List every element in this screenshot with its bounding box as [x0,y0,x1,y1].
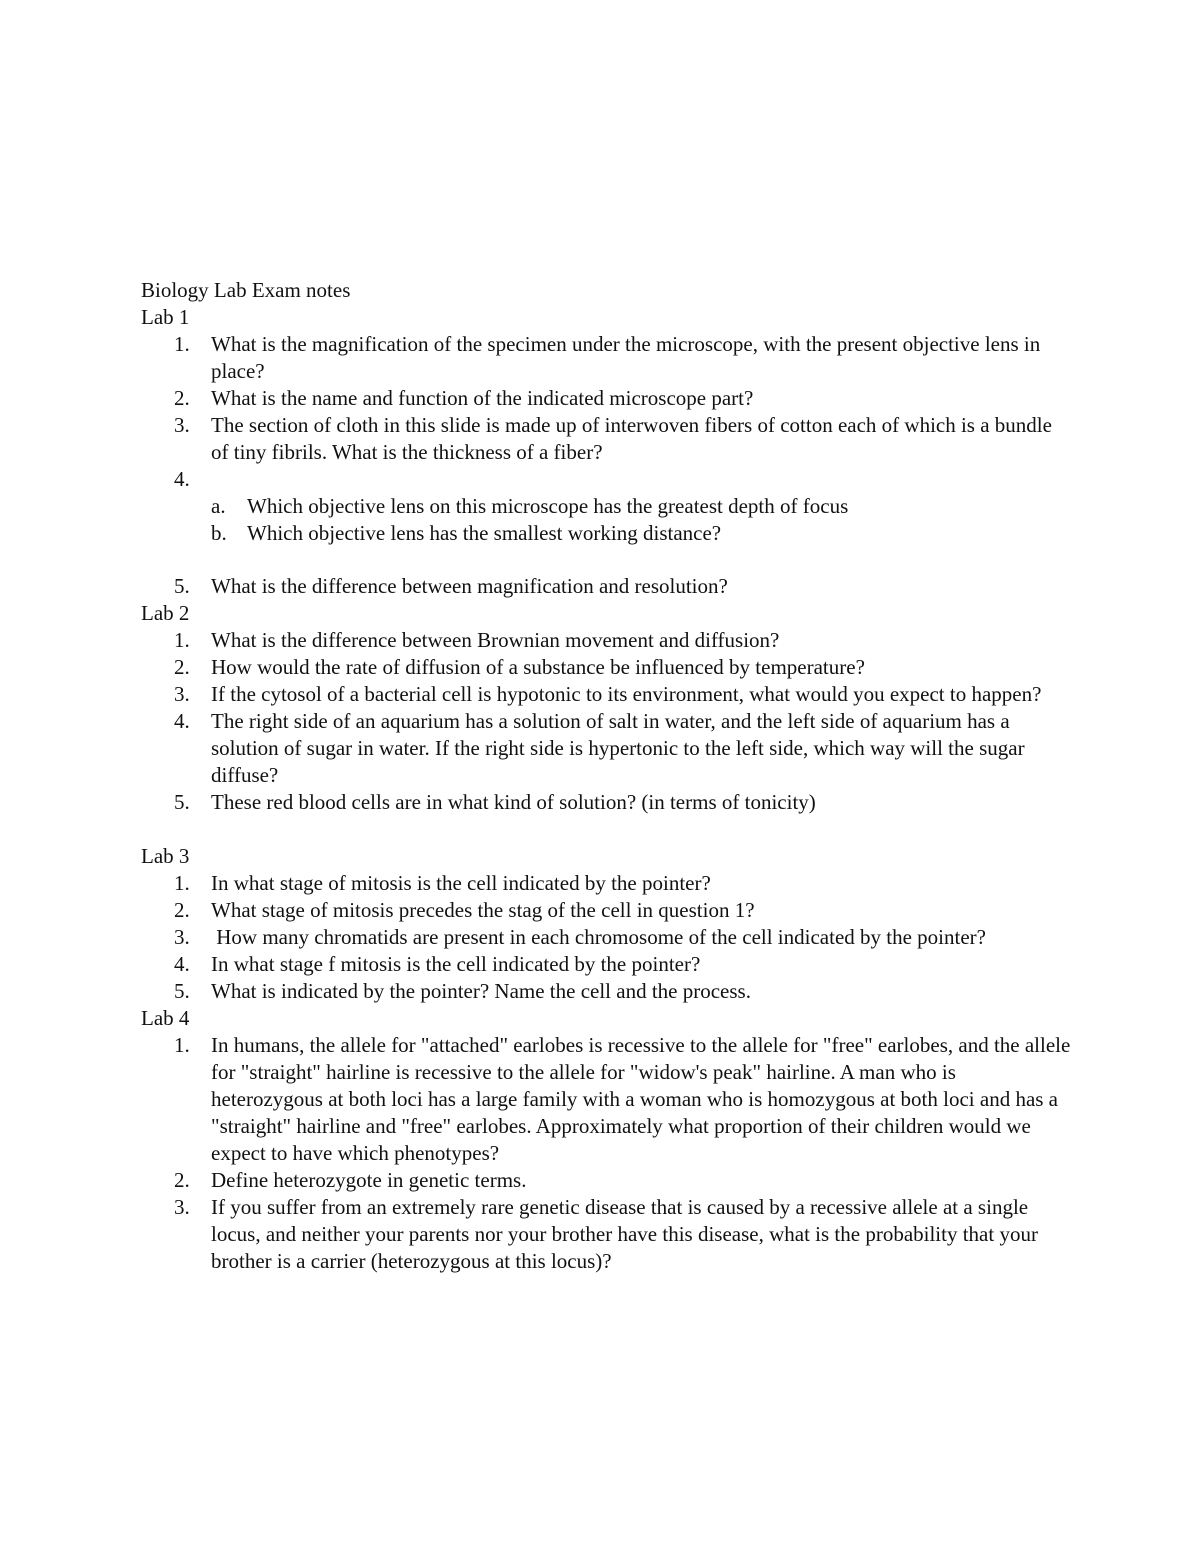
sub-question-letter: b. [211,521,227,545]
question-text: What is indicated by the pointer? Name the cell and the process. [211,979,751,1003]
document-content [141,277,1071,1275]
question-number: 3. [174,682,190,706]
lab-2-question-1 [141,627,1071,654]
question-number: 2. [174,386,190,410]
lab-4-question-3 [141,1194,1071,1275]
question-text: What is the difference between magnification and resolution? [211,574,728,598]
question-number: 1. [174,628,190,652]
question-number: 5. [174,574,190,598]
lab-2-question-2 [141,654,1071,681]
question-number: 5. [174,979,190,1003]
lab-1-heading: Lab 1 [141,305,190,329]
question-number: 4. [174,467,190,491]
lab-2-question-list [141,627,1071,816]
question-number: 2. [174,898,190,922]
question-text: If the cytosol of a bacterial cell is hypotonic to its environment, what would you expect to happen? [211,682,1042,706]
question-number: 4. [174,952,190,976]
question-text: These red blood cells are in what kind of solution? (in terms of tonicity) [211,790,816,814]
question-number: 1. [174,1033,190,1057]
lab-3-question-3 [141,924,1071,951]
question-text: What is the magnification of the specimen under the microscope, with the present objective lens in place? [211,332,1041,383]
lab-3-question-2 [141,897,1071,924]
lab-1-question-4a [211,493,1071,520]
lab-2-section [141,600,1071,843]
lab-1-question-4b [211,520,1071,547]
question-text: The right side of an aquarium has a solution of salt in water, and the left side of aquarium has a solution of sugar in water. If the right side is hypertonic to the left side, which way will the sugar diffuse? [211,709,1025,787]
lab-3-question-4 [141,951,1071,978]
lab-1-question-1 [141,331,1071,385]
lab-1-question-4 [141,466,1071,573]
lab-1-question-5 [141,573,1071,600]
lab-4-heading: Lab 4 [141,1006,190,1030]
lab-2-question-5 [141,789,1071,816]
question-number: 3. [174,1195,190,1219]
lab-2-heading: Lab 2 [141,601,190,625]
lab-3-question-5 [141,978,1071,1005]
lab-1-section [141,304,1071,600]
document-title: Biology Lab Exam notes [141,278,351,302]
lab-1-question-3 [141,412,1071,466]
question-text: Define heterozygote in genetic terms. [211,1168,527,1192]
question-text: What stage of mitosis precedes the stag of the cell in question 1? [211,898,755,922]
lab-3-heading: Lab 3 [141,844,190,868]
lab-1-question-4-sublist [211,493,1071,547]
blank-spacer [141,816,1071,843]
lab-1-question-2 [141,385,1071,412]
question-number: 3. [174,925,190,949]
question-text: How many chromatids are present in each chromosome of the cell indicated by the pointer? [211,925,986,949]
lab-4-question-1 [141,1032,1071,1167]
lab-3-section [141,843,1071,1005]
lab-2-question-3 [141,681,1071,708]
lab-4-question-list [141,1032,1071,1275]
question-number: 5. [174,790,190,814]
question-text: How would the rate of diffusion of a substance be influenced by temperature? [211,655,865,679]
question-text [211,466,1071,493]
question-text: What is the difference between Brownian movement and diffusion? [211,628,780,652]
question-number: 1. [174,871,190,895]
question-number: 3. [174,413,190,437]
lab-4-section [141,1005,1071,1275]
question-text: In humans, the allele for "attached" earlobes is recessive to the allele for "free" earlobes, and the allele for "straight" hairline is recessive to the allele for "widow's peak" hairline. A man who is heterozygous at both loci has a large family with a woman who is homozygous at both loci and has a "straight" hairline and "free" earlobes. Approximately what proportion of their children would we expect to have which phenotypes? [211,1033,1071,1165]
question-number: 2. [174,1168,190,1192]
blank-spacer [211,547,1071,573]
question-number: 1. [174,332,190,356]
sub-question-text: Which objective lens has the smallest working distance? [247,521,722,545]
question-number: 2. [174,655,190,679]
question-text: What is the name and function of the indicated microscope part? [211,386,754,410]
question-number: 4. [174,709,190,733]
lab-1-question-list [141,331,1071,600]
sub-question-text: Which objective lens on this microscope has the greatest depth of focus [247,494,849,518]
question-text: In what stage of mitosis is the cell indicated by the pointer? [211,871,711,895]
sub-question-letter: a. [211,494,226,518]
question-text: The section of cloth in this slide is made up of interwoven fibers of cotton each of which is a bundle of tiny fibrils. What is the thickness of a fiber? [211,413,1052,464]
lab-2-question-4 [141,708,1071,789]
lab-3-question-1 [141,870,1071,897]
question-text: If you suffer from an extremely rare genetic disease that is caused by a recessive allele at a single locus, and neither your parents nor your brother have this disease, what is the probability that your brother is a carrier (heterozygous at this locus)? [211,1195,1038,1273]
lab-3-question-list [141,870,1071,1005]
question-text: In what stage f mitosis is the cell indicated by the pointer? [211,952,701,976]
lab-4-question-2 [141,1167,1071,1194]
